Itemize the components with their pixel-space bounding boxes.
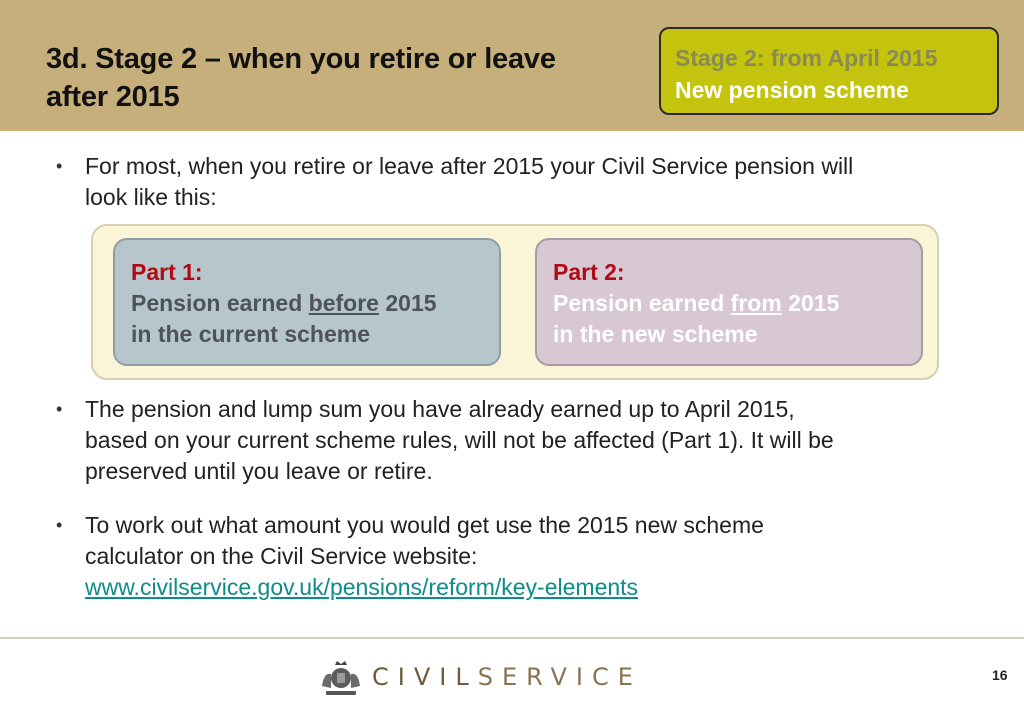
part-2-line-2 bbox=[553, 288, 921, 319]
page-number: 16 bbox=[992, 667, 1008, 683]
bullet-1-line-2: look like this: bbox=[85, 184, 217, 210]
part-2-line-3: in the new scheme bbox=[553, 321, 758, 347]
stage-badge bbox=[659, 27, 999, 115]
part-1-heading: Part 1: bbox=[131, 259, 203, 285]
part-1-line-3: in the current scheme bbox=[131, 321, 371, 347]
part-1-box bbox=[113, 238, 501, 366]
civil-service-logo bbox=[318, 656, 662, 698]
part-2-emphasis: from bbox=[730, 290, 782, 316]
title-line-2: after 2015 bbox=[46, 81, 180, 113]
bullet-marker: • bbox=[56, 515, 63, 535]
key-elements-link[interactable]: www.civilservice.gov.uk/pensions/reform/key-elements bbox=[85, 574, 639, 600]
part-1-text-pre: Pension earned bbox=[131, 290, 309, 316]
bullet-marker: • bbox=[56, 156, 63, 176]
part-2-text-pre: Pension earned bbox=[553, 290, 731, 316]
bullet-2-line-1: The pension and lump sum you have already earned up to April 2015, bbox=[85, 396, 795, 422]
bullet-marker: • bbox=[56, 399, 63, 419]
stage-badge-line-1: Stage 2: from April 2015 bbox=[675, 45, 938, 71]
slide-title bbox=[46, 40, 646, 116]
royal-crest-icon bbox=[318, 656, 364, 698]
logo-wordmark bbox=[372, 663, 642, 691]
part-2-text-post: 2015 bbox=[781, 290, 840, 316]
footer-divider bbox=[0, 637, 1024, 639]
bullet-3-line-2: calculator on the Civil Service website: bbox=[85, 543, 478, 569]
part-1-text-post: 2015 bbox=[378, 290, 437, 316]
stage-badge-line-2: New pension scheme bbox=[675, 77, 909, 103]
bullet-2-line-2: based on your current scheme rules, will not be affected (Part 1). It will be bbox=[85, 427, 834, 453]
part-1-emphasis: before bbox=[308, 290, 379, 316]
bullet-3-text bbox=[85, 510, 965, 603]
bullet-1-text bbox=[85, 151, 965, 213]
bullet-2-text bbox=[85, 394, 965, 487]
pension-parts-diagram bbox=[91, 224, 939, 380]
bullet-2-line-3: preserved until you leave or retire. bbox=[85, 458, 433, 484]
part-2-heading: Part 2: bbox=[553, 259, 625, 285]
part-2-box bbox=[535, 238, 923, 366]
title-line-1: 3d. Stage 2 – when you retire or leave bbox=[46, 43, 556, 75]
logo-service-text: SERVICE bbox=[477, 663, 642, 691]
bullet-1-line-1: For most, when you retire or leave after 2015 your Civil Service pension will bbox=[85, 153, 854, 179]
part-1-line-2 bbox=[131, 288, 499, 319]
header-band bbox=[0, 0, 1024, 131]
bullet-3-line-1: To work out what amount you would get use the 2015 new scheme bbox=[85, 512, 764, 538]
logo-civil-text: CIVIL bbox=[372, 663, 478, 691]
